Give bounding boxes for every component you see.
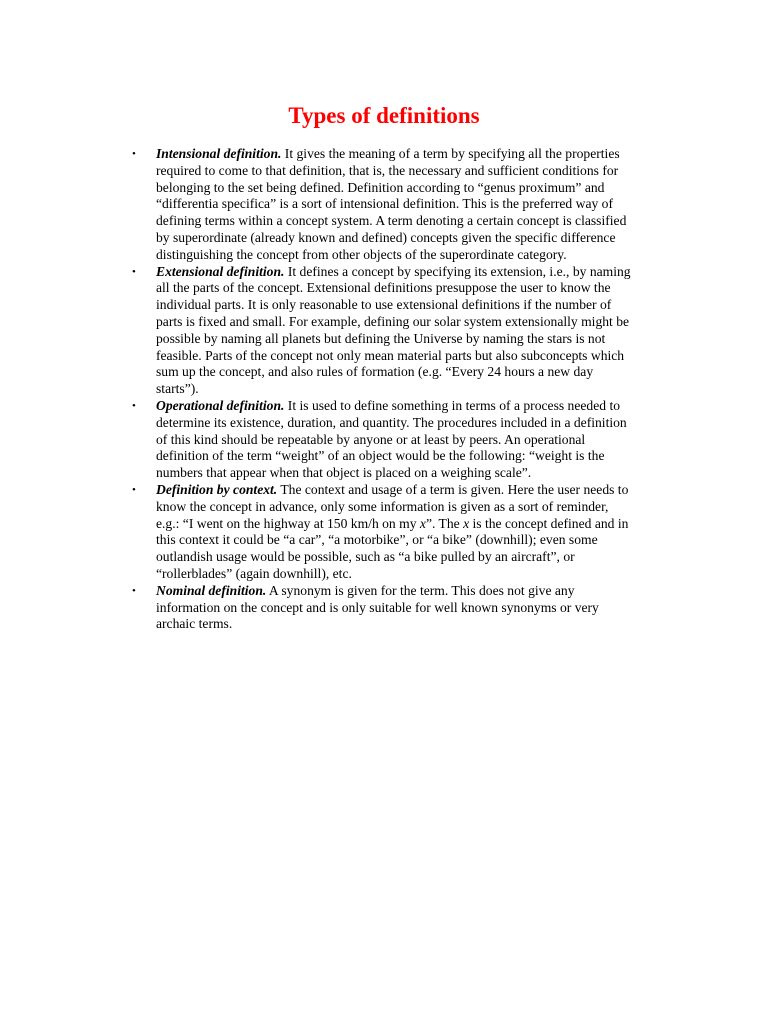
list-item-nominal: [132, 583, 634, 633]
term-label: Intensional definition.: [156, 146, 282, 161]
variable-x: x: [419, 515, 426, 531]
bullet-icon: •: [132, 483, 136, 496]
term-label: Operational definition.: [156, 397, 285, 413]
bullet-icon: •: [132, 148, 136, 160]
term-label: Extensional definition.: [156, 263, 285, 279]
definition-text: ”. The: [425, 515, 464, 531]
bullet-icon: •: [132, 265, 136, 278]
definition-text: It is used to define something in terms of a process needed to determine its existence, duration, and quantity. The procedures included in a definition of this kind should be repeatable by anyone or at least by peers. An operational definition of the term “weight” of an object would be the following: “weight is the numbers that appear when that object is placed on a weighing scale”.: [156, 397, 627, 481]
bullet-icon: •: [132, 399, 136, 412]
page-title: Types of definitions: [288, 103, 480, 128]
bullet-icon: •: [132, 584, 136, 597]
term-label: Nominal definition.: [156, 582, 267, 598]
definition-text: The context and usage of a term is given. Here the user needs to know the concept in advance, only some information is given as a sort of reminder, e.g.: “I went on the highway at 150 km/h on my: [156, 481, 629, 531]
variable-x: x: [463, 515, 470, 531]
term-label: Definition by context.: [156, 481, 278, 497]
definition-text: It defines a concept by specifying its extension, i.e., by naming all the parts of the concept. Extensional definitions presuppose the user to know the individual parts. It is only reasonable to use extensional definitions if the number of parts is fixed and small. For example, defining our solar system extensionally might be possible by naming all planets but defining the Universe by naming the stars is not feasible. Parts of the concept not only mean material parts but also subconcepts which sum up the concept, and also rules of formation (e.g. “Every 24 hours a new day starts”).: [156, 263, 631, 397]
list-item-intensional: [132, 146, 634, 264]
list-item-extensional: [132, 264, 634, 398]
definition-text: It gives the meaning of a term by specifying all the properties required to come to that definition, that is, the necessary and sufficient conditions for belonging to the set being defined. Definition according to “genus proximum” and “differentia specifica” is a sort of intensional definition. This is the preferred way of defining terms within a concept system. A term denoting a certain concept is classified by superordinate (already known and defined) concepts given the specific difference distinguishing the concept from other objects of the superordinate category.: [156, 146, 627, 262]
definition-text: A synonym is given for the term. This does not give any information on the concept and is only suitable for well known synonyms or very archaic terms.: [156, 582, 599, 632]
list-item-operational: [132, 398, 634, 482]
list-item-context: [132, 482, 634, 583]
definition-list: [132, 146, 634, 633]
definition-text: is the concept defined and in this context it could be “a car”, “a motorbike”, or “a bike” (downhill); even some outlandish usage would be possible, such as “a bike pulled by an aircraft”, or “rollerblades” (again downhill), etc.: [156, 515, 629, 581]
